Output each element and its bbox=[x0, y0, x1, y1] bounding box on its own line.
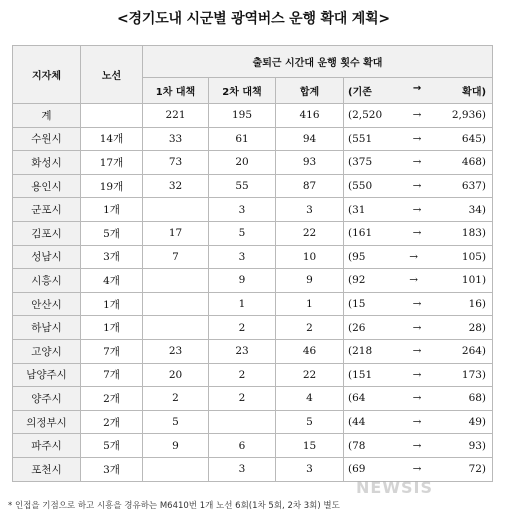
phase1-cell: 5 bbox=[143, 410, 209, 434]
region-cell: 김포시 bbox=[13, 221, 81, 245]
change-cell bbox=[344, 363, 493, 387]
before-value: (550 bbox=[348, 180, 373, 193]
arrow-glyph: → bbox=[412, 321, 422, 334]
after-value: 105) bbox=[461, 250, 487, 263]
after-value: 2,936) bbox=[451, 109, 487, 122]
arrow-glyph: → bbox=[412, 463, 422, 476]
total-cell: 10 bbox=[276, 245, 344, 269]
total-cell: 2 bbox=[276, 316, 344, 340]
arrow-glyph: → bbox=[412, 156, 422, 169]
before-value: (161 bbox=[348, 227, 373, 240]
phase2-cell: 1 bbox=[209, 292, 276, 316]
change-cell bbox=[344, 339, 493, 363]
header-routes: 노선 bbox=[81, 46, 143, 104]
phase2-cell: 61 bbox=[209, 127, 276, 151]
routes-cell: 2개 bbox=[81, 387, 143, 411]
header-before: (기존 bbox=[348, 87, 372, 98]
phase2-cell bbox=[209, 410, 276, 434]
region-cell: 화성시 bbox=[13, 151, 81, 175]
before-value: (78 bbox=[348, 439, 366, 452]
routes-cell: 19개 bbox=[81, 174, 143, 198]
phase1-cell bbox=[143, 316, 209, 340]
phase1-cell bbox=[143, 198, 209, 222]
after-value: 16) bbox=[468, 298, 487, 311]
total-cell: 87 bbox=[276, 174, 344, 198]
phase2-cell: 9 bbox=[209, 269, 276, 293]
total-cell: 93 bbox=[276, 151, 344, 175]
header-total: 합계 bbox=[276, 78, 344, 104]
before-value: (64 bbox=[348, 392, 366, 405]
table-row bbox=[13, 198, 493, 222]
arrow-glyph: → bbox=[412, 298, 422, 311]
change-cell bbox=[344, 127, 493, 151]
arrow-glyph: → bbox=[412, 132, 422, 145]
table-row bbox=[13, 104, 493, 128]
after-value: 68) bbox=[468, 392, 487, 405]
routes-cell: 3개 bbox=[81, 457, 143, 481]
before-value: (218 bbox=[348, 345, 373, 358]
phase1-cell: 17 bbox=[143, 221, 209, 245]
after-value: 645) bbox=[461, 132, 487, 145]
change-cell bbox=[344, 245, 493, 269]
after-value: 637) bbox=[461, 180, 487, 193]
change-cell bbox=[344, 198, 493, 222]
table-row bbox=[13, 174, 493, 198]
watermark-logo: NEWSIS bbox=[356, 478, 433, 497]
region-cell: 남양주시 bbox=[13, 363, 81, 387]
before-value: (151 bbox=[348, 368, 373, 381]
region-cell: 시흥시 bbox=[13, 269, 81, 293]
change-cell bbox=[344, 151, 493, 175]
header-phase1: 1차 대책 bbox=[143, 78, 209, 104]
arrow-glyph: → bbox=[409, 274, 419, 287]
phase1-cell: 2 bbox=[143, 387, 209, 411]
region-cell: 양주시 bbox=[13, 387, 81, 411]
table-row bbox=[13, 339, 493, 363]
after-value: 28) bbox=[468, 321, 487, 334]
phase1-cell: 9 bbox=[143, 434, 209, 458]
region-cell: 계 bbox=[13, 104, 81, 128]
table-row bbox=[13, 434, 493, 458]
before-value: (31 bbox=[348, 203, 366, 216]
change-cell bbox=[344, 434, 493, 458]
before-value: (551 bbox=[348, 132, 373, 145]
routes-cell: 4개 bbox=[81, 269, 143, 293]
region-cell: 고양시 bbox=[13, 339, 81, 363]
change-cell bbox=[344, 104, 493, 128]
routes-cell: 1개 bbox=[81, 316, 143, 340]
phase1-cell bbox=[143, 457, 209, 481]
region-cell: 안산시 bbox=[13, 292, 81, 316]
table-row bbox=[13, 245, 493, 269]
before-value: (95 bbox=[348, 250, 366, 263]
after-value: 93) bbox=[468, 439, 487, 452]
routes-cell: 2개 bbox=[81, 410, 143, 434]
routes-cell: 17개 bbox=[81, 151, 143, 175]
routes-cell: 5개 bbox=[81, 434, 143, 458]
total-cell: 9 bbox=[276, 269, 344, 293]
table-row bbox=[13, 127, 493, 151]
bus-expansion-table bbox=[12, 45, 493, 482]
region-cell: 포천시 bbox=[13, 457, 81, 481]
total-cell: 46 bbox=[276, 339, 344, 363]
routes-cell: 1개 bbox=[81, 198, 143, 222]
after-value: 183) bbox=[461, 227, 487, 240]
total-cell: 22 bbox=[276, 221, 344, 245]
phase2-cell: 23 bbox=[209, 339, 276, 363]
total-cell: 416 bbox=[276, 104, 344, 128]
header-region: 지자체 bbox=[13, 46, 81, 104]
phase1-cell: 7 bbox=[143, 245, 209, 269]
header-group: 출퇴근 시간대 운행 횟수 확대 bbox=[143, 46, 493, 78]
arrow-glyph: → bbox=[412, 203, 422, 216]
after-value: 101) bbox=[461, 274, 487, 287]
total-cell: 5 bbox=[276, 410, 344, 434]
table-row bbox=[13, 292, 493, 316]
total-cell: 3 bbox=[276, 457, 344, 481]
table-row bbox=[13, 363, 493, 387]
routes-cell bbox=[81, 104, 143, 128]
routes-cell: 1개 bbox=[81, 292, 143, 316]
arrow-glyph: → bbox=[412, 416, 422, 429]
region-cell: 용인시 bbox=[13, 174, 81, 198]
table-row bbox=[13, 269, 493, 293]
before-value: (92 bbox=[348, 274, 366, 287]
routes-cell: 7개 bbox=[81, 339, 143, 363]
table-row bbox=[13, 387, 493, 411]
change-cell bbox=[344, 316, 493, 340]
phase2-cell: 195 bbox=[209, 104, 276, 128]
table-row bbox=[13, 221, 493, 245]
routes-cell: 3개 bbox=[81, 245, 143, 269]
phase2-cell: 55 bbox=[209, 174, 276, 198]
region-cell: 파주시 bbox=[13, 434, 81, 458]
arrow-glyph: → bbox=[412, 109, 422, 122]
phase2-cell: 6 bbox=[209, 434, 276, 458]
routes-cell: 5개 bbox=[81, 221, 143, 245]
arrow-glyph: → bbox=[412, 392, 422, 405]
arrow-glyph: → bbox=[412, 180, 422, 193]
phase2-cell: 2 bbox=[209, 387, 276, 411]
before-value: (2,520 bbox=[348, 109, 383, 122]
after-value: 264) bbox=[461, 345, 487, 358]
header-arrow: → bbox=[412, 83, 422, 94]
routes-cell: 7개 bbox=[81, 363, 143, 387]
after-value: 34) bbox=[468, 203, 487, 216]
phase2-cell: 3 bbox=[209, 457, 276, 481]
total-cell: 4 bbox=[276, 387, 344, 411]
footnote: * 인접을 기점으로 하고 시흥을 경유하는 M6410번 1개 노선 6회(1차 5회, 2차 3회) 별도 bbox=[8, 501, 340, 511]
phase2-cell: 2 bbox=[209, 363, 276, 387]
routes-cell: 14개 bbox=[81, 127, 143, 151]
change-cell bbox=[344, 174, 493, 198]
total-cell: 94 bbox=[276, 127, 344, 151]
change-cell bbox=[344, 292, 493, 316]
total-cell: 15 bbox=[276, 434, 344, 458]
phase1-cell bbox=[143, 269, 209, 293]
before-value: (26 bbox=[348, 321, 366, 334]
region-cell: 하남시 bbox=[13, 316, 81, 340]
phase1-cell: 32 bbox=[143, 174, 209, 198]
after-value: 49) bbox=[468, 416, 487, 429]
phase1-cell: 73 bbox=[143, 151, 209, 175]
arrow-glyph: → bbox=[409, 250, 419, 263]
phase1-cell: 221 bbox=[143, 104, 209, 128]
document-title: <경기도내 시군별 광역버스 운행 확대 계획> bbox=[117, 11, 390, 27]
region-cell: 의정부시 bbox=[13, 410, 81, 434]
change-cell bbox=[344, 221, 493, 245]
total-cell: 22 bbox=[276, 363, 344, 387]
total-cell: 1 bbox=[276, 292, 344, 316]
after-value: 173) bbox=[461, 368, 487, 381]
total-cell: 3 bbox=[276, 198, 344, 222]
arrow-glyph: → bbox=[412, 227, 422, 240]
phase1-cell: 23 bbox=[143, 339, 209, 363]
table-row bbox=[13, 410, 493, 434]
phase1-cell bbox=[143, 292, 209, 316]
phase2-cell: 2 bbox=[209, 316, 276, 340]
phase2-cell: 3 bbox=[209, 198, 276, 222]
before-value: (44 bbox=[348, 416, 366, 429]
arrow-glyph: → bbox=[412, 368, 422, 381]
arrow-glyph: → bbox=[412, 345, 422, 358]
phase2-cell: 5 bbox=[209, 221, 276, 245]
after-value: 468) bbox=[461, 156, 487, 169]
phase2-cell: 20 bbox=[209, 151, 276, 175]
region-cell: 성남시 bbox=[13, 245, 81, 269]
change-cell bbox=[344, 387, 493, 411]
table-row bbox=[13, 316, 493, 340]
before-value: (15 bbox=[348, 298, 366, 311]
before-value: (69 bbox=[348, 463, 366, 476]
before-value: (375 bbox=[348, 156, 373, 169]
phase1-cell: 20 bbox=[143, 363, 209, 387]
phase1-cell: 33 bbox=[143, 127, 209, 151]
header-change bbox=[344, 78, 493, 104]
region-cell: 수원시 bbox=[13, 127, 81, 151]
region-cell: 군포시 bbox=[13, 198, 81, 222]
change-cell bbox=[344, 269, 493, 293]
header-after: 확대) bbox=[462, 87, 487, 98]
change-cell bbox=[344, 410, 493, 434]
phase2-cell: 3 bbox=[209, 245, 276, 269]
header-phase2: 2차 대책 bbox=[209, 78, 276, 104]
table-row bbox=[13, 151, 493, 175]
after-value: 72) bbox=[468, 463, 487, 476]
arrow-glyph: → bbox=[412, 439, 422, 452]
